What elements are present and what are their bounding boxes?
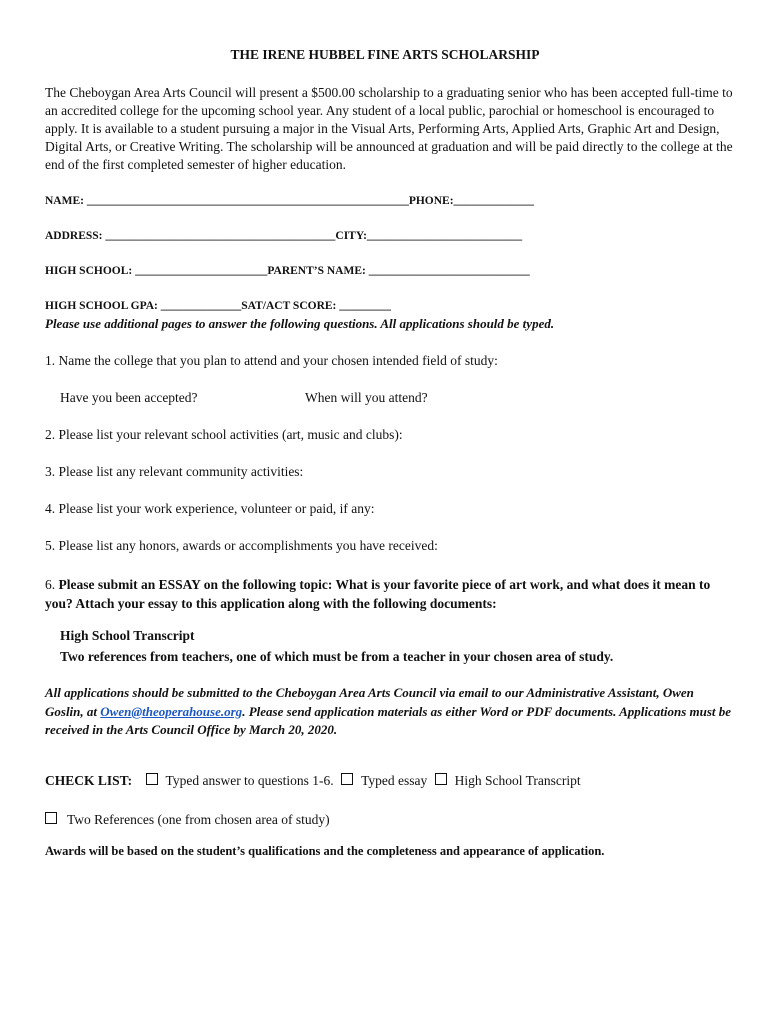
question-1-accepted: Have you been accepted?: [60, 390, 198, 405]
question-1: 1. Name the college that you plan to attend and your chosen intended field of study:: [45, 353, 498, 368]
question-3: 3. Please list any relevant community activities:: [45, 464, 304, 479]
checklist-item-typed-answers: Typed answer to questions 1-6.: [165, 773, 334, 788]
checkbox-typed-essay[interactable]: [341, 773, 353, 785]
checklist-row-2: [45, 812, 330, 828]
submission-text-after: . Please send application materials as either Word or PDF documents. Applications must be received in the Arts Council Office by March 20, 2020.: [45, 703, 732, 737]
checklist-label: CHECK LIST:: [45, 773, 133, 788]
checkbox-transcript[interactable]: [435, 773, 447, 785]
document-item-transcript: High School Transcript: [60, 628, 195, 643]
checklist-row: [45, 773, 581, 789]
school-parent-field-line[interactable]: HIGH SCHOOL: _______________________PARENT’S NAME: ____________________________: [45, 265, 530, 277]
checklist-item-transcript: High School Transcript: [454, 773, 581, 788]
awards-note: Awards will be based on the student’s qualifications and the completeness and appearance of application.: [45, 844, 605, 858]
checkbox-typed-answers[interactable]: [146, 773, 158, 785]
name-phone-field-line[interactable]: NAME: ________________________________________________________PHONE:______________: [45, 195, 535, 207]
email-link[interactable]: Owen@theoperahouse.org: [100, 703, 243, 719]
question-2: 2. Please list your relevant school activities (art, music and clubs):: [45, 427, 403, 442]
address-city-field-line[interactable]: ADDRESS: ________________________________________CITY:___________________________: [45, 230, 523, 242]
question-6: [45, 575, 735, 613]
question-6-text: Please submit an ESSAY on the following topic: What is your favorite piece of art work, and what does it mean to you? Attach your essay to this application along with the following documents:: [45, 577, 711, 611]
intro-paragraph: The Cheboygan Area Arts Council will present a $500.00 scholarship to a graduating senior who has been accepted full-time to an accredited college for the upcoming school year. Any student of a local public, parochial or homeschool is encouraged to apply. It is available to a student pursuing a major in the Visual Arts, Performing Arts, Applied Arts, Graphic Art and Design, Digital Arts, or Creative Writing. The scholarship will be announced at graduation and will be paid directly to the college at the end of the first completed semester of higher education.: [45, 85, 733, 172]
gpa-score-field-line[interactable]: HIGH SCHOOL GPA: ______________SAT/ACT SCORE: _________: [45, 300, 391, 312]
question-5: 5. Please list any honors, awards or accomplishments you have received:: [45, 538, 438, 553]
document-item-references: Two references from teachers, one of which must be from a teacher in your chosen area of study.: [60, 649, 614, 664]
page-title: THE IRENE HUBBEL FINE ARTS SCHOLARSHIP: [230, 47, 540, 62]
submission-text-before: All applications should be submitted to the Cheboygan Area Arts Council via email to our Administrative Assistant, Owen Goslin, at: [45, 685, 694, 719]
question-4: 4. Please list your work experience, volunteer or paid, if any:: [45, 501, 375, 516]
checklist-item-references: Two References (one from chosen area of study): [67, 812, 330, 827]
checklist-item-typed-essay: Typed essay: [361, 773, 428, 788]
question-1-attend: When will you attend?: [305, 390, 428, 405]
submission-instructions: [45, 684, 735, 740]
checkbox-references[interactable]: [45, 812, 57, 824]
question-6-number: 6.: [45, 577, 59, 592]
instructions-text: Please use additional pages to answer the following questions. All applications should be typed.: [45, 316, 555, 331]
